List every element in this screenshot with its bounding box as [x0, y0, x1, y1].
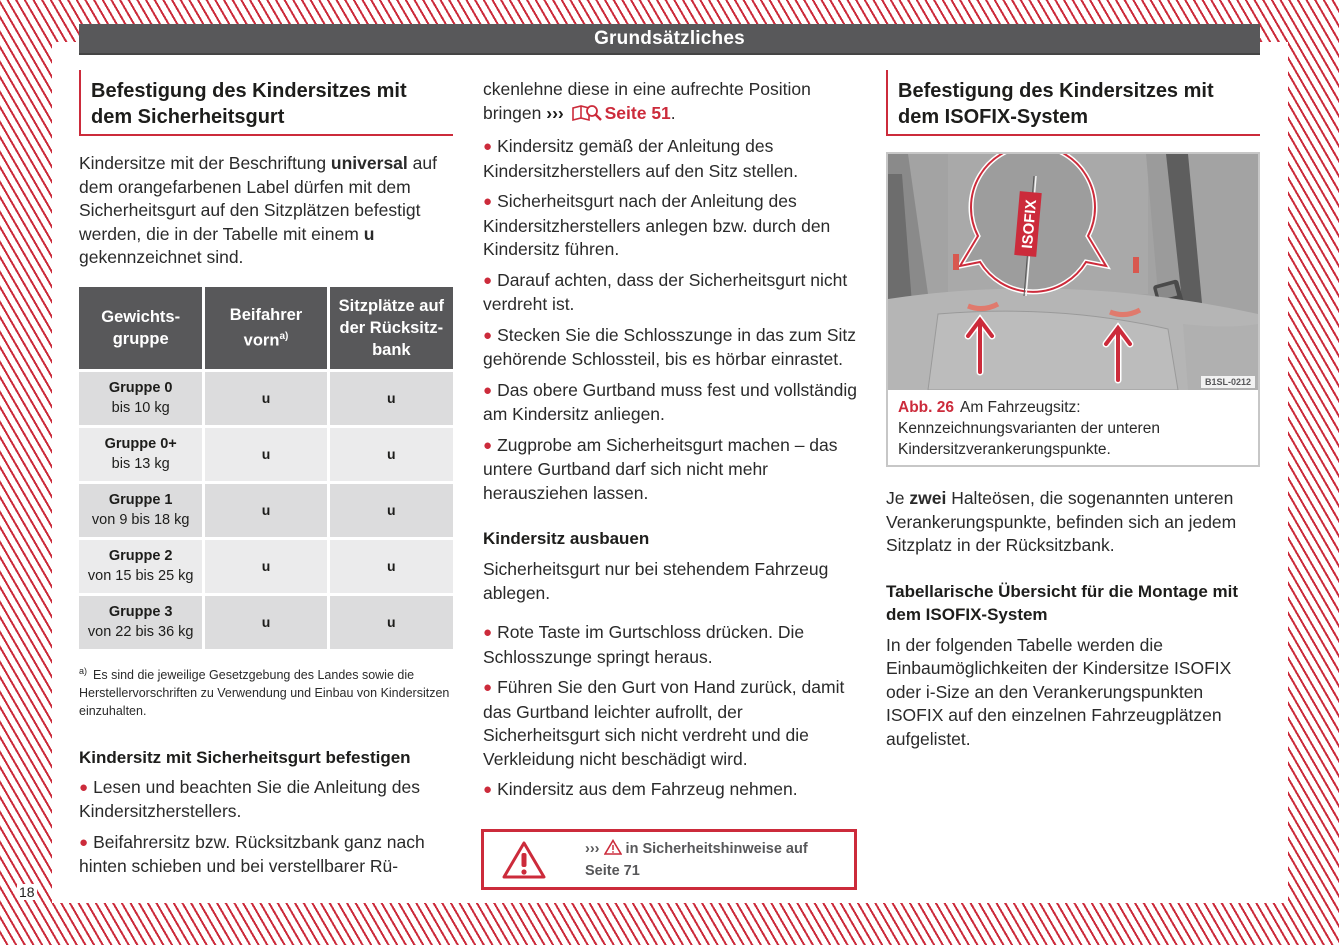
para-text-2: Halteösen, die sogenannten unteren Verankerungspunkte, befinden sich an jedem Sitzplatz in der Rücksitzbank.	[886, 488, 1237, 555]
warning-reference[interactable]	[585, 839, 808, 881]
group-weight: bis 10 kg	[111, 400, 170, 416]
bullet-text: Sicherheitsgurt nach der Anleitung des Kindersitzherstellers anlegen bzw. durch den Kindersitz führen.	[483, 191, 831, 259]
bullet-text: Beifahrersitz bzw. Rücksitzbank ganz nach hinten schieben und bei verstellbarer Rü-	[79, 831, 425, 877]
section-title-seatbelt: Befestigung des Kindersitzes mit dem Sicherheitsgurt	[79, 70, 453, 136]
bullet-text: Zugprobe am Sicherheitsgurt machen – das untere Gurtband darf sich nicht mehr herausziehen lassen.	[483, 434, 838, 503]
group-cell	[79, 484, 202, 537]
intro-text-1: Kindersitze mit der Beschriftung	[79, 153, 331, 173]
table-row	[79, 372, 453, 425]
small-warning-icon	[604, 839, 622, 861]
caption-text: Am Fahrzeugsitz: Kennzeichnungsvarianten der unteren Kindersitzverankerungspunkte.	[898, 399, 1160, 458]
group-name: Gruppe 1	[108, 492, 173, 508]
group-name: Gruppe 3	[108, 604, 173, 620]
bullet-text: Kindersitz gemäß der Anleitung des Kindersitzherstellers auf den Sitz stellen.	[483, 136, 799, 181]
bullet-item	[79, 831, 453, 879]
group-weight: von 15 bis 25 kg	[87, 568, 194, 584]
bullet-icon: ●	[483, 326, 493, 344]
warning-text-1: in Sicherheitshinweise auf	[621, 840, 808, 857]
bullet-icon: ●	[483, 138, 493, 155]
group-cell	[79, 428, 202, 481]
footnote-mark: a)	[79, 665, 88, 676]
table-row	[79, 428, 453, 481]
intro-text-3: gekennzeichnet sind.	[79, 247, 244, 267]
section-title-isofix: Befestigung des Kindersitzes mit dem ISOFIX-System	[886, 70, 1260, 136]
bullet-item	[483, 324, 857, 372]
bullet-item	[483, 676, 857, 771]
group-name: Gruppe 0	[108, 380, 173, 396]
subsection-title-remove: Kindersitz ausbauen	[483, 529, 650, 548]
group-name: Gruppe 0+	[104, 436, 177, 452]
bullet-text: Führen Sie den Gurt von Hand zurück, damit das Gurtband leichter aufrollt, der Sicherheitsgurt sich nicht verdreht und die Verkleidung nicht beschädigt wird.	[483, 677, 845, 769]
table-row	[79, 540, 453, 593]
isofix-seat-photo	[888, 154, 1258, 390]
footnote-marker: a)	[279, 330, 289, 342]
anchorage-paragraph	[886, 487, 1260, 558]
book-search-icon	[571, 104, 603, 129]
figure-caption	[888, 390, 1258, 465]
bullet-icon: ●	[483, 436, 493, 454]
bullet-item	[483, 135, 857, 183]
table-header-row	[79, 287, 453, 369]
bullet-text: Das obere Gurtband muss fest und vollständig am Kindersitz anliegen.	[483, 379, 857, 424]
bullet-item	[483, 379, 857, 427]
header-rear-seats: Sitzplätze auf der Rücksitz-bank	[330, 287, 453, 369]
bullet-text: Stecken Sie die Schlosszunge in das zum Sitz gehörende Schlossteil, bis es hörbar einrastet.	[483, 324, 857, 369]
bullet-icon: ●	[483, 781, 493, 798]
bullet-icon: ●	[79, 833, 89, 851]
header-front-label: Beifahrer vorn	[229, 305, 303, 350]
figure-label: Abb. 26	[898, 399, 954, 416]
reference-arrows: ›››	[585, 840, 600, 857]
header-weight-group: Gewichts-gruppe	[79, 287, 202, 369]
removal-intro: Sicherheitsgurt nur bei stehendem Fahrzeug ablegen.	[483, 559, 829, 603]
bullet-icon: ●	[483, 193, 493, 210]
bullet-item	[483, 621, 857, 669]
reference-arrows: ›››	[546, 102, 564, 123]
intro-bold-universal: universal	[330, 153, 408, 173]
subsection-title-fasten: Kindersitz mit Sicherheitsgurt befestigen	[79, 747, 411, 767]
table-row	[79, 596, 453, 649]
bullet-item	[483, 269, 857, 317]
rear-cell: u	[330, 428, 453, 481]
bullet-item	[79, 776, 453, 824]
header-front-passenger	[205, 287, 326, 369]
left-column	[79, 70, 453, 879]
group-cell	[79, 596, 202, 649]
continuation-paragraph	[483, 78, 857, 128]
table-row	[79, 484, 453, 537]
bullet-item	[483, 190, 857, 262]
safety-warning-box	[481, 829, 857, 890]
weight-group-table	[76, 284, 456, 652]
figure-26	[886, 152, 1260, 467]
bullet-item	[483, 778, 857, 803]
continuation-text: ckenlehne diese in eine aufrechte Position bringen	[483, 79, 811, 123]
front-cell: u	[205, 596, 326, 649]
bullet-text: Lesen und beachten Sie die Anleitung des Kindersitzherstellers.	[79, 776, 420, 822]
front-cell: u	[205, 540, 326, 593]
group-weight: von 9 bis 18 kg	[91, 512, 190, 528]
group-name: Gruppe 2	[108, 548, 173, 564]
rear-cell: u	[330, 372, 453, 425]
front-cell: u	[205, 372, 326, 425]
overview-paragraph: In der folgenden Tabelle werden die Einbaumöglichkeiten der Kindersitze ISOFIX oder i-Size an den Verankerungspunkten ISOFIX auf den einzelnen Fahrzeugplätzen aufgelistet.	[886, 634, 1232, 749]
chapter-header	[79, 24, 1260, 55]
intro-bold-u: u	[363, 223, 375, 244]
bullet-item	[483, 434, 857, 506]
image-code: B1SL-0212	[1201, 376, 1255, 388]
bullet-text: Darauf achten, dass der Sicherheitsgurt nicht verdreht ist.	[483, 269, 848, 314]
rear-cell: u	[330, 540, 453, 593]
front-cell: u	[205, 484, 326, 537]
table-footnote	[79, 662, 453, 720]
bullet-text: Kindersitz aus dem Fahrzeug nehmen.	[497, 779, 798, 799]
warning-triangle-icon	[489, 840, 559, 880]
bullet-icon: ●	[483, 624, 493, 641]
bullet-icon: ●	[483, 381, 493, 399]
ref-suffix: .	[670, 102, 676, 123]
middle-column	[483, 78, 857, 803]
warning-page-link[interactable]: Seite 71	[585, 862, 640, 879]
group-cell	[79, 540, 202, 593]
page-51-link[interactable]: Seite 51	[604, 102, 671, 123]
intro-paragraph	[79, 152, 453, 270]
front-cell: u	[205, 428, 326, 481]
bullet-icon: ●	[79, 778, 89, 796]
bullet-icon: ●	[483, 271, 493, 289]
intro-text-2: auf dem orangefarbenen Label dürfen mit dem Sicherheitsgurt auf den Sitzplätzen befestigt werden, die in der Tabelle mit einem	[79, 153, 437, 244]
group-cell	[79, 372, 202, 425]
group-weight: von 22 bis 36 kg	[87, 624, 194, 640]
rear-cell: u	[330, 596, 453, 649]
para-text-1: Je	[886, 488, 910, 508]
para-bold-zwei: zwei	[909, 488, 947, 508]
bullet-text: Rote Taste im Gurtschloss drücken. Die Schlosszunge springt heraus.	[483, 622, 805, 667]
footnote-text: Es sind die jeweilige Gesetzgebung des Landes sowie die Herstellervorschriften zu Verwendung und Einbau von Kindersitzen einzuhalten.	[79, 667, 450, 718]
isofix-label: ISOFIX	[1018, 198, 1041, 250]
rear-cell: u	[330, 484, 453, 537]
chapter-title: Grundsätzliches	[594, 27, 745, 49]
subsection-title-overview: Tabellarische Übersicht für die Montage mit dem ISOFIX-System	[886, 581, 1239, 624]
group-weight: bis 13 kg	[111, 456, 170, 472]
page-number: 18	[19, 884, 35, 900]
bullet-icon: ●	[483, 679, 493, 696]
right-column	[886, 70, 1260, 751]
